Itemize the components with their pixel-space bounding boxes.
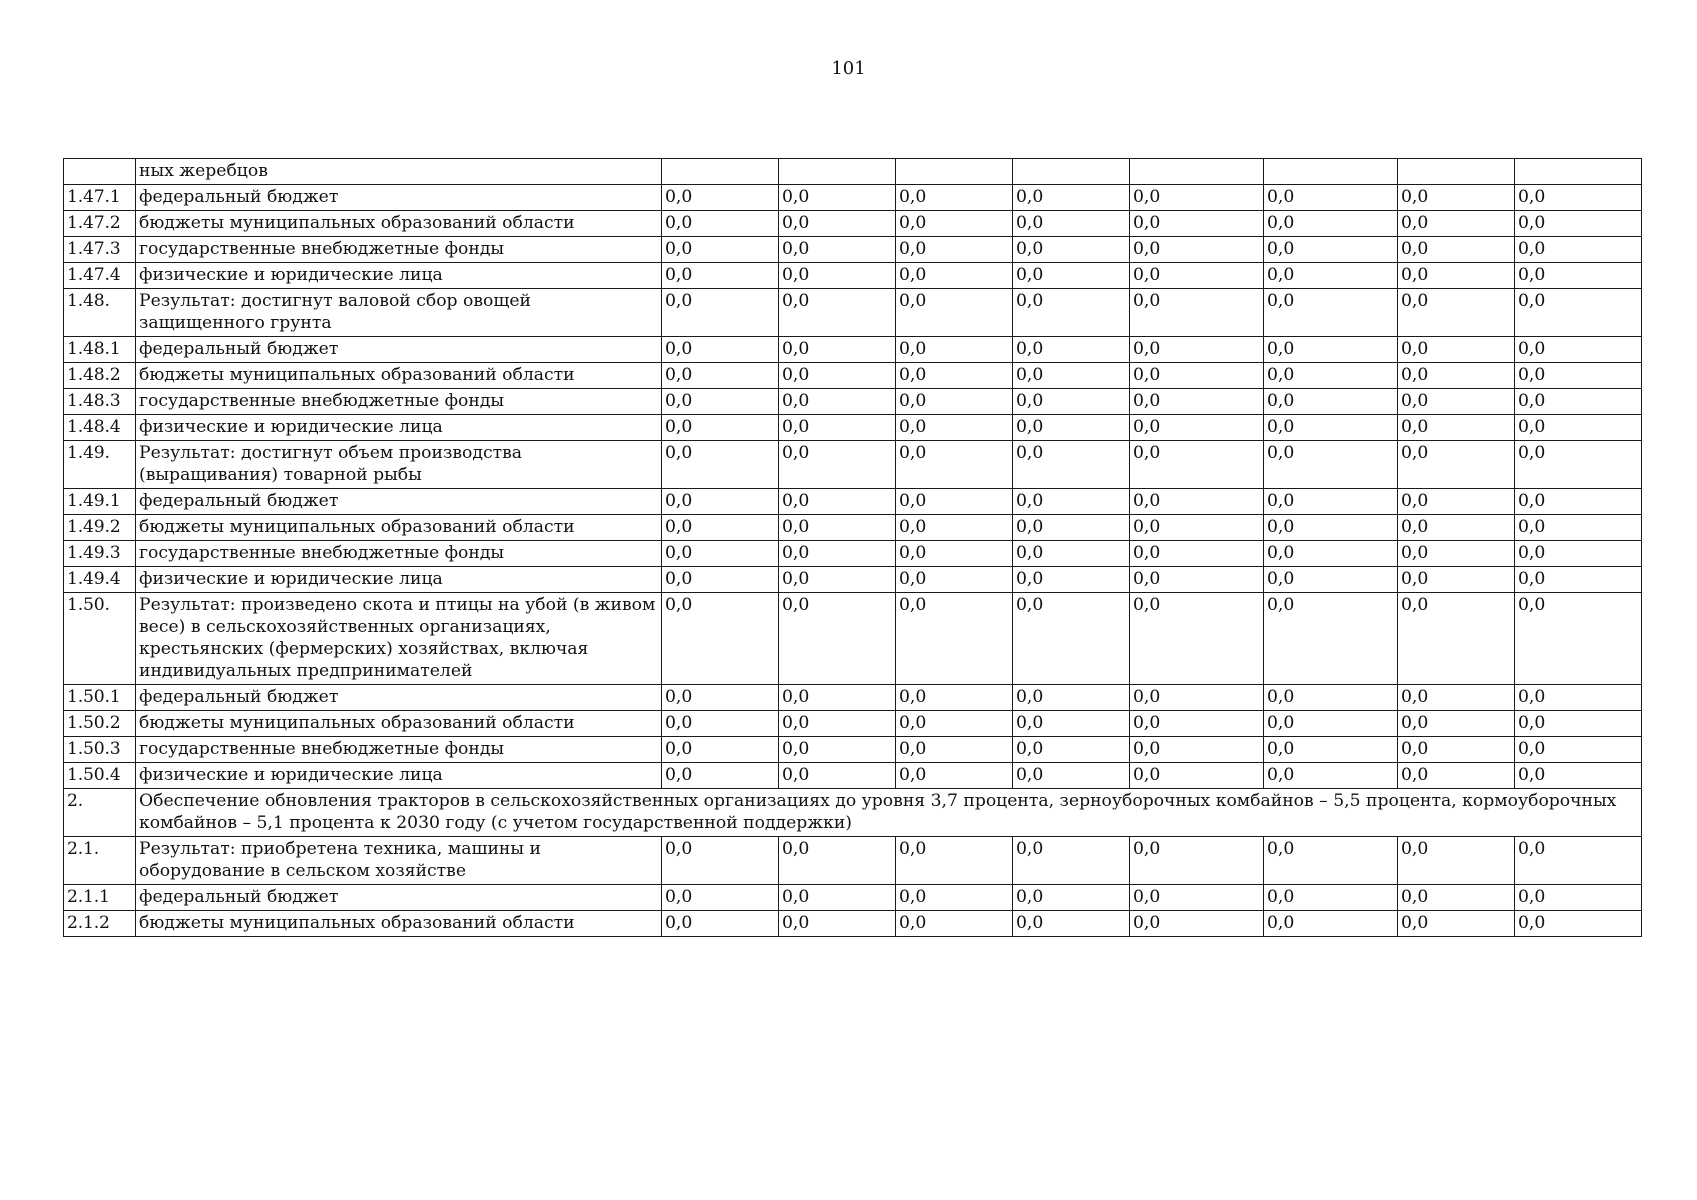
value-cell: 0,0 xyxy=(1130,685,1264,711)
row-code: 1.48.1 xyxy=(64,337,136,363)
value-cell: 0,0 xyxy=(1013,237,1130,263)
value-cell: 0,0 xyxy=(1398,541,1515,567)
table-row xyxy=(64,515,1642,541)
table-row xyxy=(64,711,1642,737)
value-cell: 0,0 xyxy=(1130,337,1264,363)
value-cell: 0,0 xyxy=(896,263,1013,289)
table-row xyxy=(64,541,1642,567)
value-cell: 0,0 xyxy=(1398,593,1515,685)
value-cell: 0,0 xyxy=(1013,389,1130,415)
value-cell: 0,0 xyxy=(1264,711,1398,737)
value-cell: 0,0 xyxy=(1130,441,1264,489)
value-cell: 0,0 xyxy=(662,541,779,567)
value-cell: 0,0 xyxy=(1013,837,1130,885)
value-cell: 0,0 xyxy=(896,211,1013,237)
value-cell: 0,0 xyxy=(1264,337,1398,363)
value-cell: 0,0 xyxy=(662,763,779,789)
value-cell: 0,0 xyxy=(1398,363,1515,389)
row-name: бюджеты муниципальных образований области xyxy=(136,363,662,389)
value-cell: 0,0 xyxy=(662,911,779,937)
row-name: Результат: достигнут объем производства (выращивания) товарной рыбы xyxy=(136,441,662,489)
value-cell: 0,0 xyxy=(1264,415,1398,441)
value-cell: 0,0 xyxy=(1515,211,1642,237)
value-cell: 0,0 xyxy=(1013,541,1130,567)
row-name: физические и юридические лица xyxy=(136,567,662,593)
value-cell: 0,0 xyxy=(779,415,896,441)
value-cell: 0,0 xyxy=(1130,289,1264,337)
value-cell: 0,0 xyxy=(1130,763,1264,789)
value-cell: 0,0 xyxy=(1130,837,1264,885)
value-cell: 0,0 xyxy=(1515,263,1642,289)
value-cell: 0,0 xyxy=(1013,711,1130,737)
value-cell: 0,0 xyxy=(1013,185,1130,211)
value-cell: 0,0 xyxy=(1398,263,1515,289)
value-cell: 0,0 xyxy=(662,685,779,711)
value-cell: 0,0 xyxy=(1264,389,1398,415)
value-cell: 0,0 xyxy=(1398,763,1515,789)
value-cell: 0,0 xyxy=(779,237,896,263)
value-cell: 0,0 xyxy=(1130,363,1264,389)
value-cell: 0,0 xyxy=(1130,541,1264,567)
value-cell: 0,0 xyxy=(896,237,1013,263)
value-cell: 0,0 xyxy=(1013,737,1130,763)
value-cell: 0,0 xyxy=(1264,289,1398,337)
table-row xyxy=(64,837,1642,885)
value-cell xyxy=(1013,159,1130,185)
value-cell: 0,0 xyxy=(1130,389,1264,415)
value-cell: 0,0 xyxy=(1515,763,1642,789)
value-cell: 0,0 xyxy=(662,389,779,415)
value-cell: 0,0 xyxy=(1264,211,1398,237)
value-cell: 0,0 xyxy=(1130,737,1264,763)
value-cell: 0,0 xyxy=(1013,337,1130,363)
value-cell: 0,0 xyxy=(779,441,896,489)
value-cell: 0,0 xyxy=(779,837,896,885)
row-code: 1.50.4 xyxy=(64,763,136,789)
value-cell: 0,0 xyxy=(1515,567,1642,593)
row-name: бюджеты муниципальных образований области xyxy=(136,515,662,541)
value-cell: 0,0 xyxy=(1130,911,1264,937)
row-code xyxy=(64,159,136,185)
value-cell: 0,0 xyxy=(1264,763,1398,789)
value-cell: 0,0 xyxy=(662,237,779,263)
value-cell: 0,0 xyxy=(662,441,779,489)
value-cell: 0,0 xyxy=(1398,289,1515,337)
value-cell xyxy=(779,159,896,185)
row-code: 2. xyxy=(64,789,136,837)
row-code: 2.1.2 xyxy=(64,911,136,937)
value-cell: 0,0 xyxy=(662,489,779,515)
value-cell: 0,0 xyxy=(896,737,1013,763)
value-cell xyxy=(1515,159,1642,185)
value-cell: 0,0 xyxy=(1013,441,1130,489)
value-cell: 0,0 xyxy=(1398,211,1515,237)
value-cell: 0,0 xyxy=(1515,489,1642,515)
value-cell: 0,0 xyxy=(1398,441,1515,489)
value-cell: 0,0 xyxy=(779,737,896,763)
value-cell: 0,0 xyxy=(1013,289,1130,337)
table-row xyxy=(64,363,1642,389)
section-description: Обеспечение обновления тракторов в сельскохозяйственных организациях до уровня 3,7 процента, зерноуборочных комбайнов – 5,5 процента, кормоуборочных комбайнов – 5,1 процента к 2030 году (с учетом государственной поддержки) xyxy=(136,789,1642,837)
value-cell: 0,0 xyxy=(1130,711,1264,737)
row-code: 1.49.4 xyxy=(64,567,136,593)
table-row xyxy=(64,289,1642,337)
value-cell: 0,0 xyxy=(1398,389,1515,415)
value-cell xyxy=(1130,159,1264,185)
value-cell: 0,0 xyxy=(1264,685,1398,711)
value-cell: 0,0 xyxy=(779,911,896,937)
value-cell: 0,0 xyxy=(896,389,1013,415)
value-cell: 0,0 xyxy=(779,263,896,289)
value-cell: 0,0 xyxy=(1515,337,1642,363)
row-code: 1.50.3 xyxy=(64,737,136,763)
value-cell: 0,0 xyxy=(1264,237,1398,263)
value-cell: 0,0 xyxy=(1130,515,1264,541)
value-cell: 0,0 xyxy=(1130,211,1264,237)
value-cell: 0,0 xyxy=(662,593,779,685)
row-code: 1.50.1 xyxy=(64,685,136,711)
value-cell: 0,0 xyxy=(662,415,779,441)
value-cell: 0,0 xyxy=(896,685,1013,711)
value-cell: 0,0 xyxy=(1264,911,1398,937)
row-name: федеральный бюджет xyxy=(136,185,662,211)
table-row xyxy=(64,763,1642,789)
row-code: 1.50.2 xyxy=(64,711,136,737)
table-row xyxy=(64,885,1642,911)
value-cell: 0,0 xyxy=(896,763,1013,789)
row-name: Результат: произведено скота и птицы на убой (в живом весе) в сельскохозяйственных организациях, крестьянских (фермерских) хозяйствах, включая индивидуальных предпринимателей xyxy=(136,593,662,685)
value-cell: 0,0 xyxy=(896,837,1013,885)
row-name: ных жеребцов xyxy=(136,159,662,185)
value-cell: 0,0 xyxy=(1515,441,1642,489)
value-cell: 0,0 xyxy=(896,515,1013,541)
value-cell: 0,0 xyxy=(896,185,1013,211)
row-name: государственные внебюджетные фонды xyxy=(136,737,662,763)
value-cell: 0,0 xyxy=(1398,837,1515,885)
value-cell: 0,0 xyxy=(896,337,1013,363)
value-cell: 0,0 xyxy=(1515,593,1642,685)
row-name: федеральный бюджет xyxy=(136,685,662,711)
table-row xyxy=(64,789,1642,837)
value-cell: 0,0 xyxy=(1264,185,1398,211)
value-cell: 0,0 xyxy=(779,289,896,337)
value-cell: 0,0 xyxy=(1264,541,1398,567)
value-cell: 0,0 xyxy=(896,911,1013,937)
row-name: физические и юридические лица xyxy=(136,415,662,441)
row-code: 1.49.3 xyxy=(64,541,136,567)
table-row xyxy=(64,441,1642,489)
value-cell: 0,0 xyxy=(662,289,779,337)
table-row xyxy=(64,567,1642,593)
value-cell: 0,0 xyxy=(1264,737,1398,763)
value-cell: 0,0 xyxy=(896,441,1013,489)
value-cell: 0,0 xyxy=(779,389,896,415)
value-cell: 0,0 xyxy=(1130,185,1264,211)
row-code: 1.47.3 xyxy=(64,237,136,263)
value-cell: 0,0 xyxy=(779,489,896,515)
value-cell: 0,0 xyxy=(896,415,1013,441)
value-cell: 0,0 xyxy=(1264,593,1398,685)
row-code: 1.47.4 xyxy=(64,263,136,289)
value-cell: 0,0 xyxy=(1130,489,1264,515)
row-code: 1.48.3 xyxy=(64,389,136,415)
value-cell: 0,0 xyxy=(779,337,896,363)
value-cell: 0,0 xyxy=(1515,911,1642,937)
value-cell: 0,0 xyxy=(1013,593,1130,685)
value-cell: 0,0 xyxy=(896,541,1013,567)
row-code: 1.48. xyxy=(64,289,136,337)
value-cell: 0,0 xyxy=(1013,211,1130,237)
row-name: государственные внебюджетные фонды xyxy=(136,389,662,415)
table-row xyxy=(64,415,1642,441)
value-cell: 0,0 xyxy=(779,185,896,211)
value-cell: 0,0 xyxy=(1264,363,1398,389)
value-cell: 0,0 xyxy=(1398,237,1515,263)
value-cell: 0,0 xyxy=(1264,567,1398,593)
value-cell xyxy=(1264,159,1398,185)
value-cell: 0,0 xyxy=(1264,489,1398,515)
value-cell: 0,0 xyxy=(1398,337,1515,363)
value-cell: 0,0 xyxy=(662,885,779,911)
row-code: 1.48.4 xyxy=(64,415,136,441)
value-cell: 0,0 xyxy=(1264,263,1398,289)
value-cell: 0,0 xyxy=(779,685,896,711)
value-cell xyxy=(662,159,779,185)
value-cell: 0,0 xyxy=(1515,185,1642,211)
row-code: 1.49. xyxy=(64,441,136,489)
row-name: физические и юридические лица xyxy=(136,263,662,289)
table-row xyxy=(64,237,1642,263)
row-code: 1.49.2 xyxy=(64,515,136,541)
value-cell: 0,0 xyxy=(1013,489,1130,515)
value-cell: 0,0 xyxy=(896,567,1013,593)
value-cell: 0,0 xyxy=(779,515,896,541)
row-name: бюджеты муниципальных образований области xyxy=(136,211,662,237)
value-cell: 0,0 xyxy=(1398,515,1515,541)
value-cell: 0,0 xyxy=(1130,885,1264,911)
value-cell: 0,0 xyxy=(662,737,779,763)
value-cell: 0,0 xyxy=(1130,415,1264,441)
row-name: федеральный бюджет xyxy=(136,337,662,363)
value-cell: 0,0 xyxy=(1515,837,1642,885)
value-cell: 0,0 xyxy=(662,337,779,363)
table-row xyxy=(64,685,1642,711)
value-cell: 0,0 xyxy=(1013,911,1130,937)
value-cell: 0,0 xyxy=(1515,737,1642,763)
value-cell: 0,0 xyxy=(896,711,1013,737)
table-row xyxy=(64,185,1642,211)
value-cell xyxy=(896,159,1013,185)
row-code: 1.48.2 xyxy=(64,363,136,389)
page-number: 101 xyxy=(831,58,866,79)
value-cell: 0,0 xyxy=(1398,911,1515,937)
row-code: 1.49.1 xyxy=(64,489,136,515)
budget-table xyxy=(63,158,1642,937)
value-cell: 0,0 xyxy=(1515,237,1642,263)
row-name: Результат: приобретена техника, машины и оборудование в сельском хозяйстве xyxy=(136,837,662,885)
row-name: Результат: достигнут валовой сбор овощей защищенного грунта xyxy=(136,289,662,337)
value-cell: 0,0 xyxy=(779,885,896,911)
value-cell: 0,0 xyxy=(662,711,779,737)
table-row xyxy=(64,389,1642,415)
value-cell: 0,0 xyxy=(662,263,779,289)
row-name: бюджеты муниципальных образований области xyxy=(136,711,662,737)
value-cell: 0,0 xyxy=(662,567,779,593)
value-cell: 0,0 xyxy=(779,711,896,737)
value-cell: 0,0 xyxy=(779,541,896,567)
row-name: федеральный бюджет xyxy=(136,885,662,911)
row-name: физические и юридические лица xyxy=(136,763,662,789)
value-cell: 0,0 xyxy=(1264,441,1398,489)
value-cell: 0,0 xyxy=(662,211,779,237)
value-cell: 0,0 xyxy=(1398,737,1515,763)
value-cell: 0,0 xyxy=(1013,363,1130,389)
value-cell: 0,0 xyxy=(779,211,896,237)
value-cell: 0,0 xyxy=(662,363,779,389)
row-name: федеральный бюджет xyxy=(136,489,662,515)
table-row xyxy=(64,737,1642,763)
value-cell: 0,0 xyxy=(1130,237,1264,263)
value-cell: 0,0 xyxy=(1130,263,1264,289)
row-code: 2.1.1 xyxy=(64,885,136,911)
value-cell: 0,0 xyxy=(1398,489,1515,515)
value-cell: 0,0 xyxy=(662,515,779,541)
row-code: 1.47.1 xyxy=(64,185,136,211)
value-cell: 0,0 xyxy=(1398,685,1515,711)
value-cell: 0,0 xyxy=(1515,363,1642,389)
row-name: государственные внебюджетные фонды xyxy=(136,541,662,567)
value-cell xyxy=(1398,159,1515,185)
value-cell: 0,0 xyxy=(1264,515,1398,541)
value-cell: 0,0 xyxy=(896,593,1013,685)
value-cell: 0,0 xyxy=(779,763,896,789)
value-cell: 0,0 xyxy=(1515,415,1642,441)
value-cell: 0,0 xyxy=(1013,763,1130,789)
table-row xyxy=(64,263,1642,289)
value-cell: 0,0 xyxy=(1515,885,1642,911)
value-cell: 0,0 xyxy=(779,363,896,389)
row-code: 2.1. xyxy=(64,837,136,885)
table-row xyxy=(64,911,1642,937)
value-cell: 0,0 xyxy=(896,489,1013,515)
value-cell: 0,0 xyxy=(1398,185,1515,211)
value-cell: 0,0 xyxy=(662,185,779,211)
value-cell: 0,0 xyxy=(1013,263,1130,289)
value-cell: 0,0 xyxy=(1398,415,1515,441)
table-row xyxy=(64,489,1642,515)
value-cell: 0,0 xyxy=(1013,515,1130,541)
row-code: 1.50. xyxy=(64,593,136,685)
value-cell: 0,0 xyxy=(1515,289,1642,337)
table-row xyxy=(64,593,1642,685)
row-name: бюджеты муниципальных образований области xyxy=(136,911,662,937)
value-cell: 0,0 xyxy=(779,567,896,593)
table-row xyxy=(64,211,1642,237)
row-code: 1.47.2 xyxy=(64,211,136,237)
table-row xyxy=(64,159,1642,185)
value-cell: 0,0 xyxy=(1013,415,1130,441)
value-cell: 0,0 xyxy=(1264,837,1398,885)
value-cell: 0,0 xyxy=(1013,685,1130,711)
value-cell: 0,0 xyxy=(1130,567,1264,593)
table-row xyxy=(64,337,1642,363)
row-name: государственные внебюджетные фонды xyxy=(136,237,662,263)
value-cell: 0,0 xyxy=(896,885,1013,911)
value-cell: 0,0 xyxy=(1398,885,1515,911)
value-cell: 0,0 xyxy=(1515,685,1642,711)
value-cell: 0,0 xyxy=(662,837,779,885)
value-cell: 0,0 xyxy=(1013,567,1130,593)
value-cell: 0,0 xyxy=(1130,593,1264,685)
value-cell: 0,0 xyxy=(1515,541,1642,567)
value-cell: 0,0 xyxy=(1398,711,1515,737)
value-cell: 0,0 xyxy=(896,363,1013,389)
value-cell: 0,0 xyxy=(779,593,896,685)
value-cell: 0,0 xyxy=(1013,885,1130,911)
value-cell: 0,0 xyxy=(1264,885,1398,911)
value-cell: 0,0 xyxy=(1515,515,1642,541)
value-cell: 0,0 xyxy=(1515,711,1642,737)
value-cell: 0,0 xyxy=(896,289,1013,337)
value-cell: 0,0 xyxy=(1398,567,1515,593)
value-cell: 0,0 xyxy=(1515,389,1642,415)
